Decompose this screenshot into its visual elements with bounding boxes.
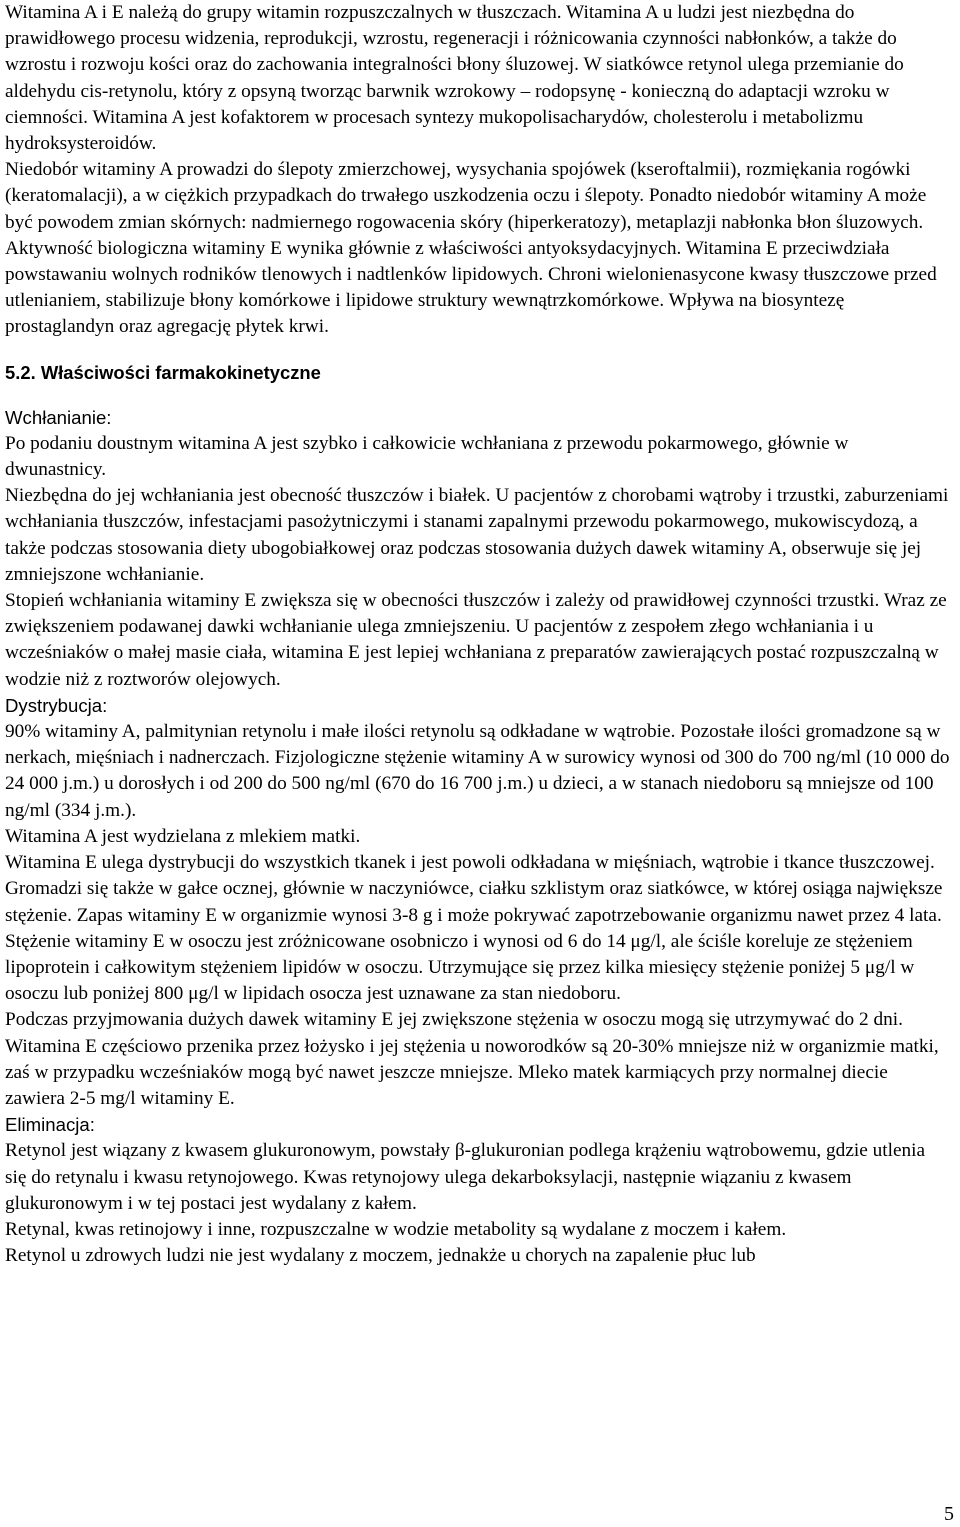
- elimination-paragraph: Retynal, kwas retinojowy i inne, rozpuszczalne w wodzie metabolity są wydalane z moczem i kałem.: [5, 1218, 787, 1240]
- paragraph-vitamins-intro: Witamina A i E należą do grupy witamin rozpuszczalnych w tłuszczach. Witamina A u ludzi jest niezbędna do prawidłowego procesu widzenia, reprodukcji, wzrostu, regeneracji i różnicowania czynności nabłonków, a także do wzrostu i rozwoju kości oraz do zachowania integralności błony śluzowej. W siatkówce retynol ulega przemianie do aldehydu cis-retynolu, który z opsyną tworząc barwnik wzrokowy – rodopsynę - konieczną do adaptacji wzroku w ciemności. Witamina A jest kofaktorem w procesach syntezy mukopolisacharydów, cholesterolu i metabolizmu hydroksysteroidów.: [5, 2, 904, 155]
- elimination-paragraph: Retynol u zdrowych ludzi nie jest wydalany z moczem, jednakże u chorych na zapalenie płuc lub: [5, 1245, 756, 1267]
- absorption-heading: Wchłanianie:: [5, 406, 112, 428]
- distribution-paragraph: Witamina E częściowo przenika przez łożysko i jej stężenia u noworodków są 20-30% mniejsze niż w organizmie matki, zaś w przypadku wcześniaków mogą być nawet jeszcze mniejsze. Mleko matek karmiących przy normalnej diecie zawiera 2-5 mg/l witaminy E.: [5, 1035, 939, 1109]
- page-number: 5: [944, 1503, 954, 1525]
- distribution-paragraph: Stężenie witaminy E w osoczu jest zróżnicowane osobniczo i wynosi od 6 do 14 μg/l, ale ściśle koreluje ze stężeniem lipoprotein i całkowitym stężeniem lipidów w osoczu. Utrzymujące się przez kilka miesięcy stężenie poniżej 5 μg/l w osoczu lub poniżej 800 μg/l w lipidach osocza jest uznawane za stan niedoboru.: [5, 930, 915, 1005]
- distribution-paragraph: Witamina A jest wydzielana z mlekiem matki.: [5, 825, 361, 847]
- section-title: Właściwości farmakokinetyczne: [40, 361, 321, 383]
- spacer: [5, 386, 950, 405]
- absorption-paragraph: Po podaniu doustnym witamina A jest szybko i całkowicie wchłaniana z przewodu pokarmowego, głównie w dwunastnicy.: [5, 432, 849, 481]
- paragraph-vitamin-a-deficiency: Niedobór witaminy A prowadzi do ślepoty zmierzchowej, wysychania spojówek (kseroftalmii), rozmiękania rogówki (keratomalacji), a w ciężkich przypadkach do trwałego uszkodzenia oczu i ślepoty. Ponadto niedobór witaminy A może być powodem zmian skórnych: nadmiernego rogowacenia skóry (hiperkeratozy), metaplazji nabłonka błon śluzowych.: [5, 159, 927, 233]
- distribution-paragraph: Podczas przyjmowania dużych dawek witaminy E jej zwiększone stężenia w osoczu mogą się utrzymywać do 2 dni.: [5, 1009, 903, 1031]
- distribution-paragraph: Witamina E ulega dystrybucji do wszystkich tkanek i jest powoli odkładana w mięśniach, wątrobie i tkance tłuszczowej. Gromadzi się także w gałce ocznej, głównie w naczyniówce, ciałku szklistym oraz siatkówce, w której osiąga największe stężenie. Zapas witaminy E w organizmie wynosi 3-8 g i może pokrywać zapotrzebowanie organizmu nawet przez 4 lata.: [5, 852, 943, 926]
- absorption-paragraph: Niezbędna do jej wchłaniania jest obecność tłuszczów i białek. U pacjentów z chorobami wątroby i trzustki, zaburzeniami wchłaniania tłuszczów, infestacjami pasożytniczymi i stanami zapalnymi przewodu pokarmowego, mukowiscydozą, a także podczas stosowania diety ubogobiałkowej oraz podczas stosowania dużych dawek witaminy A, obserwuje się jej zmniejszone wchłanianie.: [5, 485, 949, 585]
- document-page: [5, 0, 950, 1269]
- spacer: [5, 341, 950, 360]
- distribution-heading: Dystrybucja:: [5, 694, 108, 716]
- section-number: 5.2.: [5, 361, 36, 383]
- elimination-heading: Eliminacja:: [5, 1114, 95, 1136]
- section-heading: [5, 360, 950, 386]
- distribution-paragraph: 90% witaminy A, palmitynian retynolu i małe ilości retynolu są odkładane w wątrobie. Pozostałe ilości gromadzone są w nerkach, mięśniach i nadnerczach. Fizjologiczne stężenie witaminy A w surowicy wynosi od 300 do 700 ng/ml (10 000 do 24 000 j.m.) u dorosłych i od 200 do 500 ng/ml (670 do 16 700 j.m.) u dzieci, a w stanach niedoboru są mniejsze od 100 ng/ml (334 j.m.).: [5, 721, 950, 821]
- absorption-paragraph: Stopień wchłaniania witaminy E zwiększa się w obecności tłuszczów i zależy od prawidłowej czynności trzustki. Wraz ze zwiększeniem podawanej dawki wchłanianie ulega zmniejszeniu. U pacjentów z zespołem złego wchłaniania i u wcześniaków o małej masie ciała, witamina E jest lepiej wchłaniana z preparatów zawierających postać rozpuszczalną w wodzie niż z roztworów olejowych.: [5, 590, 947, 690]
- elimination-paragraph: Retynol jest wiązany z kwasem glukuronowym, powstały β-glukuronian podlega krążeniu wątrobowemu, gdzie utlenia się do retynalu i kwasu retynojowego. Kwas retynojowy ulega dekarboksylacji, następnie wiązaniu z kwasem glukuronowym i w tej postaci jest wydalany z kałem.: [5, 1140, 926, 1214]
- paragraph-vitamin-e-activity: Aktywność biologiczna witaminy E wynika głównie z właściwości antyoksydacyjnych. Witamina E przeciwdziała powstawaniu wolnych rodników tlenowych i nadtlenków lipidowych. Chroni wielonienasycone kwasy tłuszczowe przed utlenianiem, stabilizuje błony komórkowe i lipidowe struktury wewnątrzkomórkowe. Wpływa na biosyntezę prostaglandyn oraz agregację płytek krwi.: [5, 237, 937, 338]
